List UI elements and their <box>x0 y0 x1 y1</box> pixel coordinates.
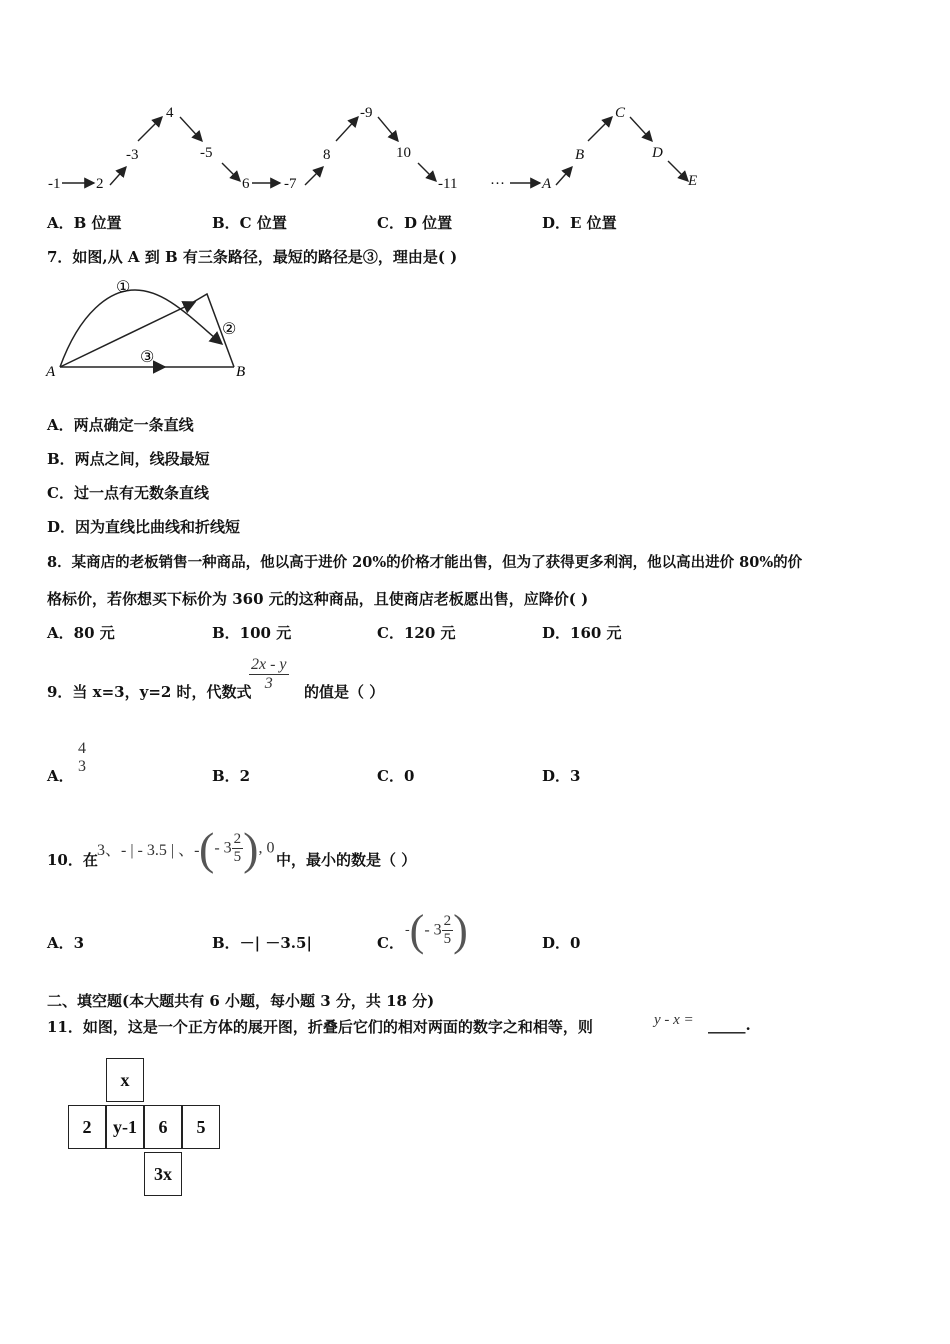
q9-fraction-denominator: 3 <box>249 674 289 693</box>
q10-option-c-label[interactable]: C． <box>377 934 404 952</box>
q7-option-a[interactable]: A．两点确定一条直线 <box>47 416 194 434</box>
q10-tail: , 0 <box>258 839 275 857</box>
q8-stem-line1: 8．某商店的老板销售一种商品，他以高于进价 20%的价格才能出售，但为了获得更多利润，他以高出进价 80%的价 <box>47 554 803 571</box>
sequence-label: E <box>688 173 698 189</box>
q6-option-d[interactable]: D．E 位置 <box>542 214 617 232</box>
q7-path1-label: ① <box>116 279 131 296</box>
net-cell-bottom: 3x <box>144 1152 182 1196</box>
q10-option-c-whole: - 3 <box>424 921 442 939</box>
q9-option-a-label[interactable]: A． <box>47 767 74 785</box>
net-cell-2: y-1 <box>106 1105 144 1149</box>
q11-answer-blank[interactable]: _____. <box>708 1016 751 1034</box>
q9-option-d[interactable]: D．3 <box>542 767 581 785</box>
q7-path3-label: ③ <box>140 349 155 366</box>
q7-point-b: B <box>236 364 246 380</box>
sequence-label: -3 <box>126 147 139 163</box>
q10-mixed-numerator: 2 <box>233 831 242 847</box>
q7-stem: 7．如图,从 A 到 B 有三条路径，最短的路径是③，理由是( ) <box>47 248 458 266</box>
q8-stem-line2: 格标价，若你想买下标价为 360 元的这种商品，且使商店老板愿出售，应降价( ) <box>47 590 589 608</box>
sequence-label: -11 <box>438 176 458 192</box>
q10-mixed-denominator: 5 <box>233 849 242 865</box>
sequence-label: 6 <box>242 176 250 192</box>
q9-option-a-numerator: 4 <box>78 740 86 757</box>
q9-fraction-numerator: 2x - y <box>251 656 287 673</box>
q9-option-c[interactable]: C．0 <box>377 767 415 785</box>
q8-option-a[interactable]: A．80 元 <box>47 624 115 642</box>
q11-expression: y - x = <box>654 1012 694 1028</box>
sequence-label: -5 <box>200 145 213 161</box>
q10-option-b[interactable]: B．－| －3.5| <box>212 934 312 952</box>
q11-stem: 11．如图，这是一个正方体的展开图，折叠后它们的相对两面的数字之和相等，则 <box>47 1018 593 1036</box>
sequence-label: -1 <box>48 176 61 192</box>
sequence-label: 10 <box>396 145 411 161</box>
q7-option-d[interactable]: D．因为直线比曲线和折线短 <box>47 518 241 536</box>
q7-option-b[interactable]: B．两点之间，线段最短 <box>47 450 210 468</box>
sequence-label: -7 <box>284 176 297 192</box>
sequence-label: D <box>652 145 663 161</box>
q8-option-c[interactable]: C．120 元 <box>377 624 456 642</box>
q10-option-c-sign: - <box>405 922 410 938</box>
q9-option-a-fraction <box>76 740 88 776</box>
q10-option-c-expression: -(- 3 $\frac{2}{5}$ ) <box>405 906 468 955</box>
net-cell-3: 6 <box>144 1105 182 1149</box>
q9-option-b[interactable]: B．2 <box>212 767 251 785</box>
net-cell-top: x <box>106 1058 144 1102</box>
q7-option-c[interactable]: C．过一点有无数条直线 <box>47 484 209 502</box>
q7-path2-label: ② <box>222 321 237 338</box>
q10-option-c-numerator: 2 <box>443 913 452 929</box>
q7-path-figure <box>40 272 260 384</box>
net-cell-1: 2 <box>68 1105 106 1149</box>
sequence-label: B <box>575 147 585 163</box>
section2-heading: 二、填空题(本大题共有 6 小题，每小题 3 分，共 18 分) <box>47 992 435 1010</box>
q8-option-b[interactable]: B．100 元 <box>212 624 292 642</box>
q9-suffix: 的值是（ ） <box>304 683 385 701</box>
sequence-label: A <box>542 176 552 192</box>
sequence-label: C <box>615 105 626 121</box>
sequence-label: 8 <box>323 147 331 163</box>
net-cell-4: 5 <box>182 1105 220 1149</box>
q9-prefix: 9．当 x=3，y=2 时，代数式 <box>47 683 252 701</box>
q10-mixed-whole: - 3 <box>214 839 232 857</box>
q9-fraction <box>249 656 289 693</box>
q6-option-b[interactable]: B．C 位置 <box>212 214 287 232</box>
q9-option-a-denominator: 3 <box>78 758 86 775</box>
q7-point-a: A <box>46 364 56 380</box>
q10-option-c-denominator: 5 <box>443 931 452 947</box>
q10-prefix: 10．在 <box>47 851 98 869</box>
q6-option-a[interactable]: A．B 位置 <box>47 214 122 232</box>
q10-option-a[interactable]: A．3 <box>47 934 85 952</box>
sequence-label: ··· <box>490 176 505 192</box>
q6-option-c[interactable]: C．D 位置 <box>377 214 453 232</box>
q11-cube-net <box>66 1058 226 1198</box>
q10-mixed-number-group: (- 3 $\frac{2}{5}$ ), 0 <box>199 823 275 874</box>
q6-sequence-figure <box>40 95 720 200</box>
sequence-label: -9 <box>360 105 373 121</box>
sequence-label: 2 <box>96 176 104 192</box>
q10-suffix: 中，最小的数是（ ） <box>276 851 417 869</box>
q10-option-d[interactable]: D．0 <box>542 934 581 952</box>
sequence-label: 4 <box>166 105 174 121</box>
q10-number-list: 3、- | - 3.5 | 、- <box>97 842 200 859</box>
q8-option-d[interactable]: D．160 元 <box>542 624 622 642</box>
